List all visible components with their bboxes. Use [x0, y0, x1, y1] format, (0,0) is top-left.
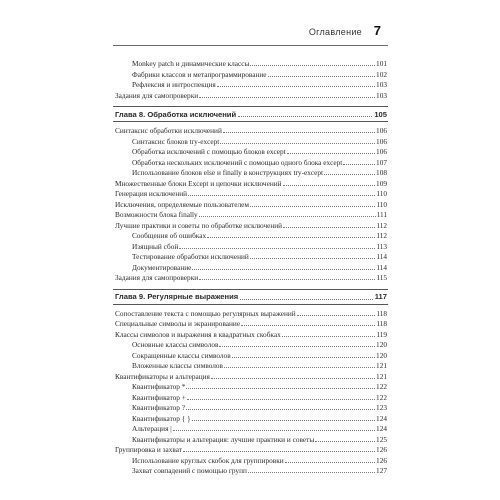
dot-leader [173, 429, 375, 431]
toc-page-number: 110 [376, 189, 387, 198]
toc-page-number: 120 [376, 340, 387, 349]
toc-page-number: 106 [376, 136, 387, 146]
toc-entry-title: Использование блоков else и finally в конструкциях try-except [132, 168, 324, 177]
dot-leader [297, 314, 376, 316]
toc-page-number: 118 [376, 308, 387, 318]
toc-entry-title: Основные классы символов [132, 340, 219, 349]
toc-entry-title: Квантификаторы и альтерация: лучшие практики и советы [132, 434, 315, 444]
dot-leader [192, 419, 375, 421]
toc-entry-title: Задания для самопроверки [115, 273, 199, 282]
toc-subentry [132, 465, 387, 475]
dot-leader [268, 75, 376, 77]
toc-subentry [132, 455, 387, 465]
toc-entry-title: Лучшие практики и советы по обработке исключений [115, 220, 283, 230]
toc-subentry [132, 423, 387, 433]
toc-subentry [132, 167, 387, 177]
dot-leader [183, 450, 375, 452]
toc-page-number: 105 [374, 109, 387, 119]
toc-entry [115, 308, 387, 318]
dot-leader [283, 184, 375, 186]
toc-subentry [132, 79, 387, 89]
toc-entry-title: Квантификатор ? [132, 403, 186, 412]
toc-entry-title: Обработка нескольких исключений с помощью одного блока except [132, 157, 343, 167]
toc-page-number: 109 [376, 178, 387, 188]
dot-leader [179, 247, 375, 249]
toc-subentry [132, 241, 387, 251]
dot-leader [232, 356, 375, 358]
toc-page-number: 106 [376, 147, 387, 156]
toc-entry-title: Вложенные классы символов [132, 361, 224, 370]
toc-entry-title: Квантификатор * [132, 382, 186, 391]
toc-page-number: 121 [376, 361, 387, 370]
toc-entry-title: Monkey patch и динамические классы [132, 59, 250, 68]
dot-leader [188, 194, 375, 196]
toc-entry-title: Квантификатор + [132, 392, 186, 402]
toc-subentry [132, 381, 387, 391]
toc-entry-title: Фабрики классов и метапрограммирование [132, 69, 267, 79]
toc-subentry [132, 230, 387, 240]
toc-entry [115, 272, 387, 282]
toc-page-number: 101 [376, 59, 387, 68]
dot-leader [343, 163, 375, 165]
dot-leader [287, 152, 375, 154]
toc-subentry [132, 262, 387, 272]
toc-page-number: 111 [376, 210, 387, 219]
dot-leader [250, 205, 375, 207]
toc-page-number: 112 [376, 231, 387, 240]
toc-entry [115, 90, 387, 100]
toc-entry-title: Задания для самопроверки [115, 90, 199, 100]
toc-page-number: 110 [376, 199, 387, 209]
toc-chapter-heading [113, 289, 388, 305]
dot-leader [186, 387, 375, 389]
toc-entry [115, 188, 387, 198]
toc-page-number: 121 [376, 371, 387, 381]
dot-leader [250, 64, 375, 66]
toc-subentry [132, 339, 387, 349]
toc-entry-title: Сообщения об ошибках [132, 231, 207, 240]
toc-entry-title: Сокращенные классы символов [132, 350, 231, 360]
toc-page-number: 127 [376, 466, 387, 475]
dot-leader [240, 298, 373, 300]
dot-leader [199, 278, 375, 280]
toc-page-number: 126 [376, 445, 387, 454]
chapter-title: Глава 8. Обработка исключений [115, 109, 237, 119]
dot-leader [211, 377, 375, 379]
toc-page-number: 112 [376, 220, 387, 230]
toc-subentry [132, 146, 387, 156]
dot-leader [282, 335, 376, 337]
toc-page-number: 107 [376, 157, 387, 167]
toc-entry [115, 371, 387, 381]
toc-page-number: 102 [376, 69, 387, 79]
toc-page-number: 122 [376, 392, 387, 402]
toc-entry-title: Квантификатор { } [132, 413, 191, 423]
dot-leader [248, 471, 375, 473]
toc-entry-title: Генерация исключений [115, 189, 188, 198]
dot-leader [223, 131, 375, 133]
toc-entry-title: Использование круглых скобок для группировки [132, 455, 284, 465]
toc-page-number: 119 [376, 329, 387, 339]
dot-leader [315, 440, 375, 442]
toc-entry-title: Документирование [132, 262, 192, 272]
toc-entry [115, 178, 387, 188]
toc-subentry [132, 58, 387, 68]
toc-page-number: 103 [376, 80, 387, 89]
toc-page-number: 103 [376, 90, 387, 100]
toc-entry [115, 125, 387, 135]
toc-subentry [132, 350, 387, 360]
toc-page-number: 114 [376, 252, 387, 261]
toc-entry [115, 318, 387, 328]
toc-page-number: 115 [376, 273, 387, 282]
toc-entry-title: Тестирование обработки исключений [132, 252, 249, 261]
toc-page-number: 126 [376, 455, 387, 465]
toc-entry-title: Синтаксис обработки исключений [115, 126, 222, 135]
toc-page-number: 108 [376, 168, 387, 177]
running-head [0, 22, 500, 42]
toc-subentry [132, 413, 387, 423]
toc-subentry [132, 251, 387, 261]
dot-leader [324, 173, 375, 175]
toc-entry-title: Рефлексия и интроспекция [132, 80, 216, 89]
toc-entry-title: Квантификаторы и альтерация [115, 371, 210, 381]
toc-entry-title: Возможности блока finally [115, 210, 198, 219]
toc-page-number: 122 [376, 382, 387, 391]
dot-leader [220, 142, 375, 144]
toc-entry [115, 209, 387, 219]
toc-entry-title: Исключения, определяемые пользователем [115, 199, 249, 209]
toc-entry-title: Классы символов и выражения в квадратных скобках [115, 329, 281, 339]
dot-leader [199, 96, 375, 98]
dot-leader [207, 236, 375, 238]
toc-subentry [132, 392, 387, 402]
toc-page-number: 125 [376, 434, 387, 444]
toc-entry-title: Группировка и захват [115, 445, 183, 454]
toc-page-number: 123 [376, 403, 387, 412]
dot-leader [187, 398, 375, 400]
toc-entry-title: Синтаксис блоков try-except [132, 136, 220, 146]
dot-leader [199, 215, 376, 217]
toc-page-number: 120 [376, 350, 387, 360]
toc-subentry [132, 434, 387, 444]
dot-leader [283, 226, 375, 228]
toc-subentry [132, 136, 387, 146]
toc-entry-title: Обработка исключений с помощью блоков except [132, 147, 286, 156]
dot-leader [219, 345, 375, 347]
chapter-title: Глава 9. Регулярные выражения [115, 292, 239, 301]
toc-entry-title: Захват совпадений с помощью групп [132, 466, 247, 475]
toc-page-number: 117 [374, 292, 387, 301]
page-number: 7 [373, 23, 381, 38]
dot-leader [224, 366, 375, 368]
dot-leader [285, 461, 375, 463]
toc-subentry [132, 157, 387, 167]
toc-page-number: 124 [376, 424, 387, 433]
dot-leader [192, 268, 375, 270]
dot-leader [238, 115, 372, 117]
toc-page-number: 124 [376, 413, 387, 423]
toc-entry [115, 329, 387, 339]
dot-leader [241, 324, 375, 326]
toc-subentry [132, 69, 387, 79]
toc-entry [115, 199, 387, 209]
toc-entry-title: Специальные символы и экранирование [115, 319, 241, 328]
toc-entry [115, 220, 387, 230]
toc-chapter-heading [113, 106, 388, 122]
dot-leader [217, 85, 375, 87]
toc-page-number: 106 [376, 126, 387, 135]
dot-leader [250, 257, 376, 259]
toc-entry-title: Альтерация | [132, 424, 172, 433]
toc-entry-title: Множественные блоки Except и цепочки исключений [115, 178, 282, 188]
dot-leader [186, 408, 375, 410]
toc-page-number: 118 [376, 319, 387, 328]
toc-page-number: 114 [376, 262, 387, 272]
toc-entry-title: Сопоставление текста с помощью регулярных выражений [115, 308, 296, 318]
toc-entry [115, 444, 387, 454]
running-head-title: Оглавление [308, 27, 362, 37]
toc-entry-title: Изящный сбой [132, 241, 179, 251]
toc-subentry [132, 402, 387, 412]
header-rule [113, 45, 388, 46]
toc-page-number: 113 [376, 241, 387, 251]
toc-subentry [132, 360, 387, 370]
